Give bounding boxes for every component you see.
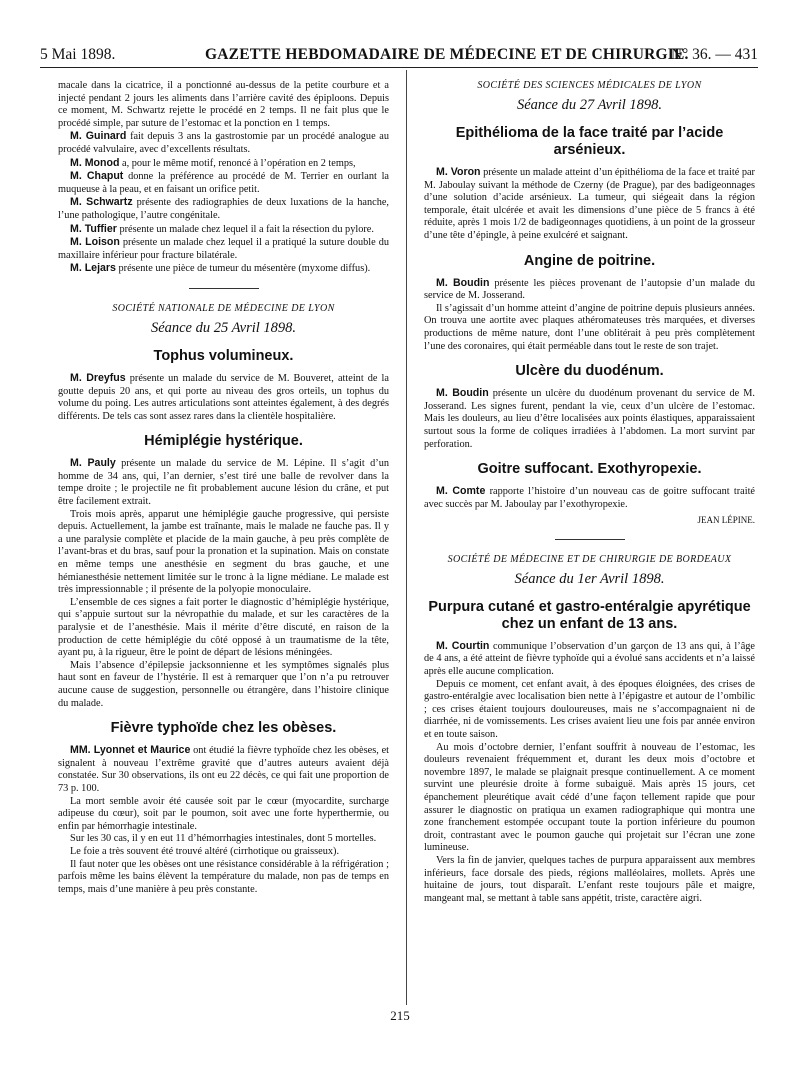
section-separator <box>189 288 259 289</box>
article-text: présente les pièces provenant de l’autopsie d’un malade du service de M. Josserand. <box>424 277 755 302</box>
article-paragraph: Mais l’absence d’épilepsie jacksonnienne et les symptômes signalés plus haut sont en faveur de l’hystérie. Il est à remarquer que l’on n’a pu retrouver aucune cause de suggestion, personnelle ou étrangère, dans l’histoire clinique du malade. <box>58 659 389 709</box>
article-paragraph: Depuis ce moment, cet enfant avait, à des époques éloignées, des crises de gastro-entéralgie avec localisation bien nette à l’épigastre et autour de l’ombilic ; ces crises étaient toujours douloureuses, mais ne s’accompagnaient ni de diarrhée, ni de vomissements. Les crises avaient lieu une fois par année environ et en toute saison. <box>424 678 755 741</box>
author-name: M. Comte <box>436 485 486 498</box>
article-paragraph: La mort semble avoir été causée soit par le cœur (myocardite, surcharge adipeuse du cœur), soit par le poumon, soit avec une forte hyperthermie, ou enfin par hémorrhagie intestinale. <box>58 795 389 832</box>
author-name: M. Lejars <box>70 262 116 275</box>
author-name: MM. Lyonnet et Maurice <box>70 744 191 757</box>
article-text: présente un malade du service de M. Lépine. Il s’agit d’un homme de 34 ans, qui, l’an dernier, s’est tiré une balle de revolver dans la tempe droite ; le projectile ne fit probablement aucune lésion du crâne, et put être facilement extrait. <box>58 458 389 508</box>
article-title: Angine de poitrine. <box>523 252 656 269</box>
article-paragraph <box>424 277 755 303</box>
report-item <box>58 223 389 237</box>
seance-date: Séance du 27 Avril 1898. <box>516 97 663 113</box>
report-item <box>58 236 389 262</box>
issue-number: N° 36. — 431 <box>670 46 758 63</box>
report-item <box>58 262 389 276</box>
section-separator <box>555 539 625 540</box>
article-text: présente un malade du service de M. Bouveret, atteint de la goutte depuis 20 ans, et qui porte au niveau des gros orteils, un tophus du volume du poing. Les autres articulations sont atteintes également, à des degrés différents. De tels cas sont assez rares dans la clientèle hospitalière. <box>58 372 389 422</box>
article-paragraph: Au mois d’octobre dernier, l’enfant souffrit à nouveau de l’estomac, les douleurs revenaient fréquemment et, durant les deux mois d’octobre et novembre 1897, le malade se plaignait presque continuellement. A ce moment survint une pleurésie droite à forme subaiguë. Mais après 15 jours, cet épanchement pleurétique avait cédé d’une façon tellement rapide que pour assurer le diagnostic on pratiqua un examen radiographique qui montra une zone franchement estompée occupant toute la portion inférieure du poumon droit, contrastant avec le poumon gauche qui projetait sur l’écran une zone lumineuse. <box>424 741 755 854</box>
article-paragraph: Le foie a très souvent été trouvé altéré (cirrhotique ou graisseux). <box>70 845 340 857</box>
report-text: présente un malade chez lequel il a pratiqué la suture double du maxillaire inférieur pour fracture bilatérale. <box>58 237 389 261</box>
article-paragraph: Il faut noter que les obèses ont une résistance considérable à la réfrigération ; parfois même les bains élèvent la température du malade, non pas de temps en temps, mais d’une manière à peu près constante. <box>58 858 389 895</box>
article-text: communique l’observation d’un garçon de 13 ans qui, à l’âge de 4 ans, a été atteint de fièvre typhoïde qui a évolué sans accidents et n’a laissé après elle aucune complication. <box>424 640 756 678</box>
page-number: 215 <box>390 1008 410 1023</box>
report-text: fait depuis 3 ans la gastrostomie par un procédé analogue au procédé valvulaire, avec d’excellents résultats. <box>58 131 390 155</box>
author-name: M. Pauly <box>70 457 116 470</box>
article-title: Hémiplégie hystérique. <box>144 433 303 450</box>
article-paragraph <box>58 744 389 795</box>
author-name: M. Boudin <box>436 276 490 289</box>
article-text: rapporte l’histoire d’un nouveau cas de goitre suffocant traité avec succès par M. Jaboulay par l’exothyropexie. <box>424 486 756 510</box>
article-paragraph: Sur les 30 cas, il y en eut 11 d’hémorrhagies intestinales, dont 5 mortelles. <box>70 833 377 845</box>
seance-date: Séance du 1er Avril 1898. <box>514 570 665 587</box>
society-heading: SOCIÉTÉ NATIONALE DE MÉDECINE DE LYON <box>112 302 335 314</box>
article-title: Fièvre typhoïde chez les obèses. <box>110 720 337 737</box>
article-paragraph: Trois mois après, apparut une hémiplégie gauche progressive, qui persiste depuis. Actuellement, la jambe est traînante, mais le malade ne fauche pas. Il y a une paralysie complète et placide de la main gauche, à peu près complète de l’avant-bras et du bras, sauf pour la pronation et la supination. Mais on constate en même temps une anesthésie en segment du bras gauche, et une hémianesthésie nettement limitée sur le tronc à la ligne médiane. Le malade est très impressionnable ; il présente de la polyopie monoculaire. <box>58 508 389 596</box>
author-name: M. Loison <box>70 236 120 249</box>
article-text: présente un malade atteint d’un épithélioma de la face et traité par M. Jaboulay suivant la méthode de Czerny (de Prague), par des badigeonnages d’une solution d’acide arsénieux. La tumeur, qui siégeait dans la région temporale, était ulcérée et avait les dimensions d’une pièce de 5 francs à été réduite, après 1 mois 1/2 de badigeonnages quotidiens, à un point de la grosseur d’une tête d’épingle, à peine exulcéré et saignant. <box>424 167 755 241</box>
report-item <box>58 130 389 156</box>
article-paragraph <box>424 166 755 243</box>
article-title: Epithélioma de la face traité par l’acide arsénieux. <box>455 125 724 158</box>
author-name: M. Schwartz <box>70 196 133 209</box>
article-title: Ulcère du duodénum. <box>515 363 664 380</box>
article-paragraph <box>58 372 389 423</box>
article-title: Goitre suffocant. Exothyropexie. <box>477 461 702 478</box>
page-header <box>40 44 758 66</box>
article-text: présente un ulcère du duodénum provenant du service de M. Josserand. Les signes furent, pendant la vie, ceux d’un ulcère de l’estomac. Mais les douleurs, au lieu d’être localisées aux points élastiques, apparaissaient surtout sous la forme de coliques irradiées à l’abdomen. La mort survint par perforation. <box>424 388 755 450</box>
report-item <box>58 157 389 171</box>
seance-date: Séance du 25 Avril 1898. <box>150 319 297 336</box>
column-divider <box>406 70 407 1005</box>
article-text: ont étudié la fièvre typhoïde chez les obèses, et signalent à nouveau l’extrême gravité que d’autres auteurs avaient déjà constatée. Sur 30 observations, ils ont eu 22 décès, ce qui fait une proportion de 73 p. 100. <box>58 745 390 794</box>
continued-paragraph: macale dans la cicatrice, il a ponctionné au-dessus de la petite courbure et a injecté pendant 2 jours les aliments dans l’arrière cavité des épiploons. Depuis ce moment, M. Schwartz rejette le procédé en 2 temps. Il ne fait plus que le procédé simple, par suture de l’estomac et la ponction en 1 temps. <box>58 80 389 129</box>
report-item <box>58 196 389 222</box>
author-name: M. Tuffier <box>70 222 117 235</box>
article-title: Tophus volumineux. <box>153 347 294 364</box>
author-name: M. Dreyfus <box>70 371 126 384</box>
author-name: M. Voron <box>436 166 481 178</box>
right-column <box>424 80 755 905</box>
left-column <box>58 80 389 896</box>
article-paragraph: L’ensemble de ces signes a fait porter le diagnostic d’hémiplégie hystérique, qui s’appuie surtout sur la névropathie du malade, et sur les caractères de la paralysie et de l’anesthésie. Mais il mérite d’être discuté, en raison de la production de cette hémiplégie du côté opposé à un traumatisme de la tête, ayant pu, à la rigueur, être le point de départ de lésions méningées. <box>58 596 389 659</box>
report-item <box>58 170 389 196</box>
issue-date: 5 Mai 1898. <box>40 46 116 63</box>
author-name: M. Guinard <box>70 130 127 143</box>
signature: JEAN LÉPINE. <box>697 515 755 526</box>
article-paragraph: Vers la fin de janvier, quelques taches de purpura apparaissent aux membres inférieurs, face dorsale des pieds, régions malléolaires, mollets. Après une huitaine de jours, tout disparaît. L’enfant reste toujours pâle et maigre, mangeant mal, se mettant à table sans appétit, triste, caractère aigri. <box>424 854 755 904</box>
author-name: M. Chaput <box>70 170 124 183</box>
article-paragraph <box>424 640 755 679</box>
journal-title: GAZETTE HEBDOMADAIRE DE MÉDECINE ET DE CHIRURGIE. <box>205 46 689 63</box>
author-name: M. Boudin <box>436 387 489 400</box>
article-paragraph <box>424 387 755 451</box>
report-text: présente un malade chez lequel il a fait la résection du pylore. <box>119 223 374 235</box>
article-paragraph: Il s’agissait d’un homme atteint d’angine de poitrine depuis plusieurs années. On trouva une aortite avec plaques athéromateuses très marquées, et diverses productions de même nature, dont l’une oblitérait à peu près complètement l’une des coronaires, qui était perméable dans tout le reste de son trajet. <box>424 302 755 352</box>
author-name: M. Monod <box>70 156 120 169</box>
society-heading: SOCIÉTÉ DE MÉDECINE ET DE CHIRURGIE DE BORDEAUX <box>447 553 732 565</box>
society-heading: SOCIÉTÉ DES SCIENCES MÉDICALES DE LYON <box>477 80 702 91</box>
article-title: Purpura cutané et gastro-entéralgie apyrétique chez un enfant de 13 ans. <box>428 598 751 632</box>
report-text: présente des radiographies de deux luxations de la hanche, l’une pathologique, l’autre congénitale. <box>58 197 389 221</box>
author-name: M. Courtin <box>436 639 490 652</box>
report-text: a, pour le même motif, renoncé à l’opération en 2 temps, <box>122 157 356 169</box>
article-paragraph <box>424 485 755 511</box>
report-text: présente une pièce de tumeur du mésentère (myxome diffus). <box>118 263 371 275</box>
header-rule <box>40 67 758 68</box>
report-text: donne la préférence au procédé de M. Terrier en ourlant la muqueuse à la peau, et en faisant un orifice petit. <box>58 171 389 195</box>
article-paragraph <box>58 457 389 508</box>
